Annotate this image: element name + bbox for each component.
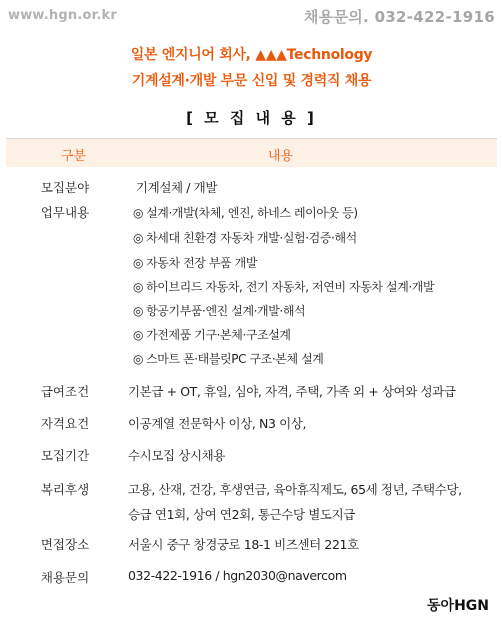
duty-text: 스마트 폰·태블릿PC 구조·본체 설계 xyxy=(146,352,324,366)
duty-item xyxy=(133,350,323,367)
duty-item xyxy=(133,254,257,271)
top-bar xyxy=(0,0,503,34)
bullet-icon: ◎ xyxy=(133,352,144,366)
duty-item xyxy=(133,302,305,319)
bullet-icon: ◎ xyxy=(133,256,144,270)
field-label: 모집분야 xyxy=(40,180,90,195)
headline-position: 기계설계·개발 부문 신입 및 경력직 채용 xyxy=(131,73,372,89)
table-header xyxy=(6,138,497,167)
location-label: 면접장소 xyxy=(40,537,90,552)
inquiry-value: 032-422-1916 / hgn2030@navercom xyxy=(128,568,347,583)
inquiry-label: 채용문의 xyxy=(40,570,90,585)
salary-label: 급여조건 xyxy=(40,384,90,399)
qualification-label: 자격요건 xyxy=(40,416,90,431)
duty-text: 항공기부품·엔진 설계·개발·해석 xyxy=(146,304,306,318)
duties-label: 업무내용 xyxy=(40,205,90,220)
welfare-label: 복리후생 xyxy=(40,482,90,497)
bullet-icon: ◎ xyxy=(133,304,144,318)
duty-text: 자동차 전장 부품 개발 xyxy=(146,256,258,270)
duty-text: 가전제품 기구·본체·구조설계 xyxy=(146,328,291,342)
period-label: 모집기간 xyxy=(40,448,90,463)
section-title: [ 모 집 내 용 ] xyxy=(186,109,317,127)
welfare-line-2: 승급 연1회, 상여 연2회, 통근수당 별도지급 xyxy=(128,507,355,522)
site-url[interactable]: www.hgn.or.kr xyxy=(8,8,117,23)
duty-item xyxy=(133,326,291,343)
duty-text: 설계·개발(차체, 엔진, 하네스 레이아웃 등) xyxy=(146,206,358,220)
duty-text: 차세대 친환경 자동차 개발·실험·검증·해석 xyxy=(146,231,357,245)
location-value: 서울시 중구 창경궁로 18-1 비즈센터 221호 xyxy=(128,537,359,552)
period-value: 수시모집 상시채용 xyxy=(128,448,225,463)
bullet-icon: ◎ xyxy=(133,280,144,294)
salary-value: 기본급 + OT, 휴일, 심야, 자격, 주택, 가족 외 + 상여와 성과급 xyxy=(128,384,456,399)
bullet-icon: ◎ xyxy=(133,328,144,342)
brand-logo: 동아HGN xyxy=(427,598,489,614)
headline-company: 일본 엔지니어 회사, ▲▲▲Technology xyxy=(130,47,373,63)
duty-item xyxy=(133,278,434,295)
duty-item xyxy=(133,229,357,246)
qualification-value: 이공계열 전문학사 이상, N3 이상, xyxy=(128,416,307,431)
bullet-icon: ◎ xyxy=(133,206,144,220)
bullet-icon: ◎ xyxy=(133,231,144,245)
duty-item xyxy=(133,204,358,221)
header-content: 내용 xyxy=(268,149,294,164)
contact-phone: 채용문의. 032-422-1916 xyxy=(303,8,495,26)
header-category: 구분 xyxy=(61,149,87,164)
duty-text: 하이브리드 자동차, 전기 자동차, 저연비 자동차 설계·개발 xyxy=(146,280,435,294)
field-value: 기계설체 / 개발 xyxy=(136,180,218,195)
welfare-line-1: 고용, 산재, 건강, 후생연금, 육아휴직제도, 65세 정년, 주택수당, xyxy=(128,482,462,497)
